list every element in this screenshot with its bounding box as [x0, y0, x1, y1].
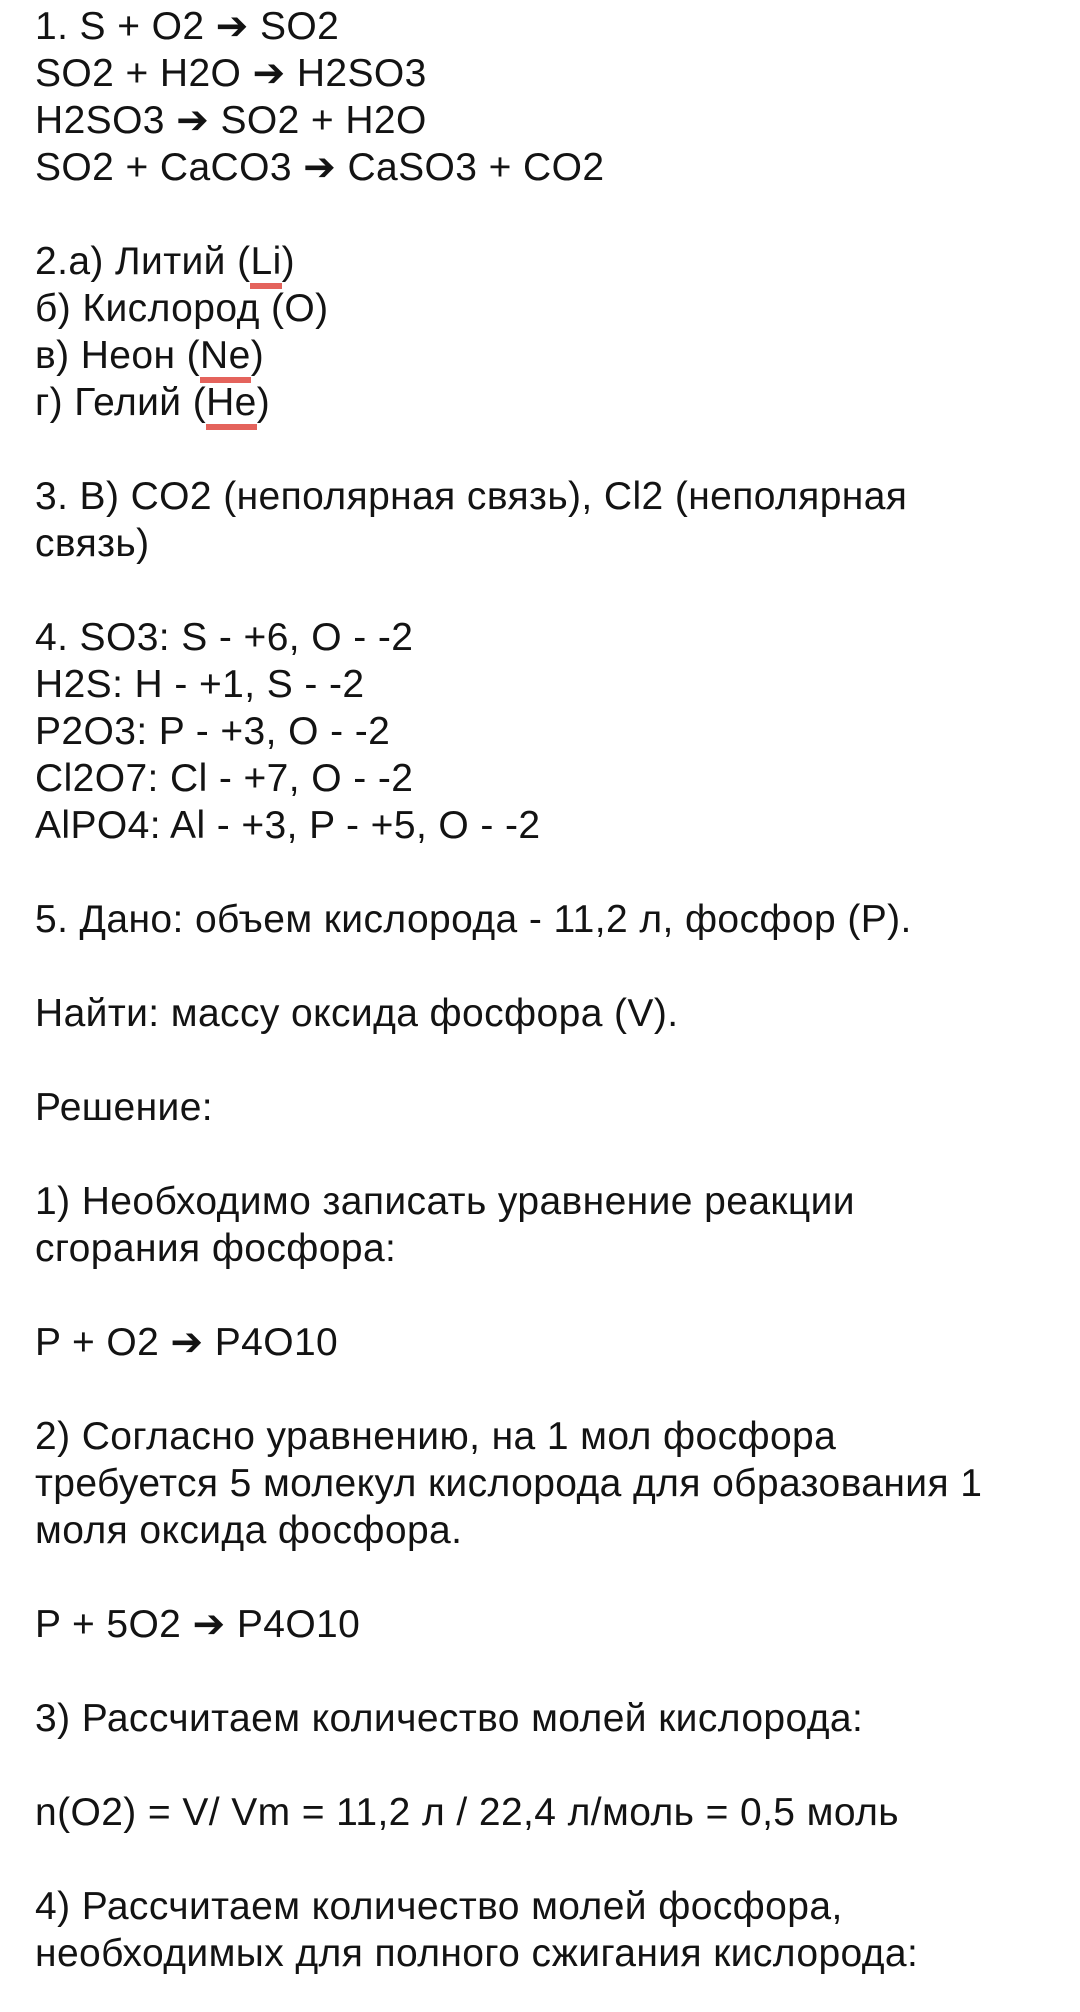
text-run: необходимых для полного сжигания кислорода: [35, 1932, 919, 1975]
text-run: H2SO3 ➔ SO2 + H2O [35, 99, 427, 142]
text-line [35, 50, 1052, 97]
text-line [35, 1460, 1052, 1507]
text-line [35, 1084, 1052, 1131]
paragraph-equation-balanced [35, 1601, 1052, 1648]
text-run: 2) Согласно уравнению, на 1 мол фосфора [35, 1415, 837, 1458]
text-line [35, 614, 1052, 661]
text-run: 1) Необходимо записать уравнение реакции [35, 1180, 855, 1223]
text-run: ) [250, 334, 265, 377]
paragraph-task-2-elements [35, 238, 1052, 426]
text-line [35, 1883, 1052, 1930]
text-line [35, 285, 1052, 332]
text-run: H2S: H - +1, S - -2 [35, 663, 365, 706]
text-run: ) [256, 381, 271, 424]
text-line [35, 661, 1052, 708]
text-run: моля оксида фосфора. [35, 1509, 463, 1552]
text-run: Найти: массу оксида фосфора (V). [35, 992, 679, 1035]
paragraph-task-5-find [35, 990, 1052, 1037]
text-line [35, 1225, 1052, 1272]
text-line [35, 97, 1052, 144]
text-line [35, 802, 1052, 849]
paragraph-solution-heading [35, 1084, 1052, 1131]
text-line [35, 473, 1052, 520]
text-run: связь) [35, 522, 150, 565]
text-run: P2O3: P - +3, O - -2 [35, 710, 391, 753]
text-line [35, 1930, 1052, 1977]
text-line [35, 1695, 1052, 1742]
misspelled-word: Ne [200, 334, 251, 383]
text-run: 1. S + O2 ➔ SO2 [35, 5, 340, 48]
text-line [35, 520, 1052, 567]
text-run: Cl2O7: Cl - +7, O - -2 [35, 757, 414, 800]
text-line [35, 238, 1052, 285]
text-run: ) [281, 240, 296, 283]
text-run: требуется 5 молекул кислорода для образования 1 [35, 1462, 983, 1505]
paragraph-task-5-given [35, 896, 1052, 943]
text-run: SO2 + H2O ➔ H2SO3 [35, 52, 427, 95]
text-line [35, 1789, 1052, 1836]
text-run: 4) Рассчитаем количество молей фосфора, [35, 1885, 843, 1928]
text-run: Решение: [35, 1086, 214, 1129]
text-line [35, 1507, 1052, 1554]
text-run: г) Гелий ( [35, 381, 207, 424]
text-run: P + 5O2 ➔ P4O10 [35, 1603, 361, 1646]
text-run: AlPO4: Al - +3, P - +5, O - -2 [35, 804, 541, 847]
text-line [35, 1319, 1052, 1366]
paragraph-step-3 [35, 1695, 1052, 1742]
text-run: б) Кислород (О) [35, 287, 329, 330]
paragraph-task-3-bonds [35, 473, 1052, 567]
paragraph-step-4 [35, 1883, 1052, 1977]
text-run: 2.а) Литий ( [35, 240, 251, 283]
text-line [35, 144, 1052, 191]
text-run: SO2 + CaCO3 ➔ CaSO3 + CO2 [35, 146, 605, 189]
paragraph-task-4-oxidation-states [35, 614, 1052, 849]
text-line [35, 379, 1052, 426]
paragraph-task-1-equations [35, 3, 1052, 191]
misspelled-word: Li [250, 240, 281, 289]
text-run: в) Неон ( [35, 334, 201, 377]
text-line [35, 896, 1052, 943]
text-run: 3. В) CO2 (неполярная связь), Cl2 (неполярная [35, 475, 908, 518]
misspelled-word: He [206, 381, 257, 430]
text-run: P + O2 ➔ P4O10 [35, 1321, 339, 1364]
text-run: 3) Рассчитаем количество молей кислорода: [35, 1697, 864, 1740]
text-line [35, 1178, 1052, 1225]
paragraph-step-2 [35, 1413, 1052, 1554]
text-line [35, 3, 1052, 50]
text-run: n(O2) = V/ Vm = 11,2 л / 22,4 л/моль = 0,5 моль [35, 1791, 899, 1834]
text-line [35, 990, 1052, 1037]
paragraph-moles-oxygen-formula [35, 1789, 1052, 1836]
text-run: сгорания фосфора: [35, 1227, 397, 1270]
text-line [35, 1601, 1052, 1648]
text-run: 4. SO3: S - +6, O - -2 [35, 616, 414, 659]
text-run: 5. Дано: объем кислорода - 11,2 л, фосфор (P). [35, 898, 912, 941]
text-line [35, 755, 1052, 802]
text-line [35, 1413, 1052, 1460]
text-line [35, 332, 1052, 379]
paragraph-equation-unbalanced [35, 1319, 1052, 1366]
paragraph-step-1 [35, 1178, 1052, 1272]
text-line [35, 708, 1052, 755]
